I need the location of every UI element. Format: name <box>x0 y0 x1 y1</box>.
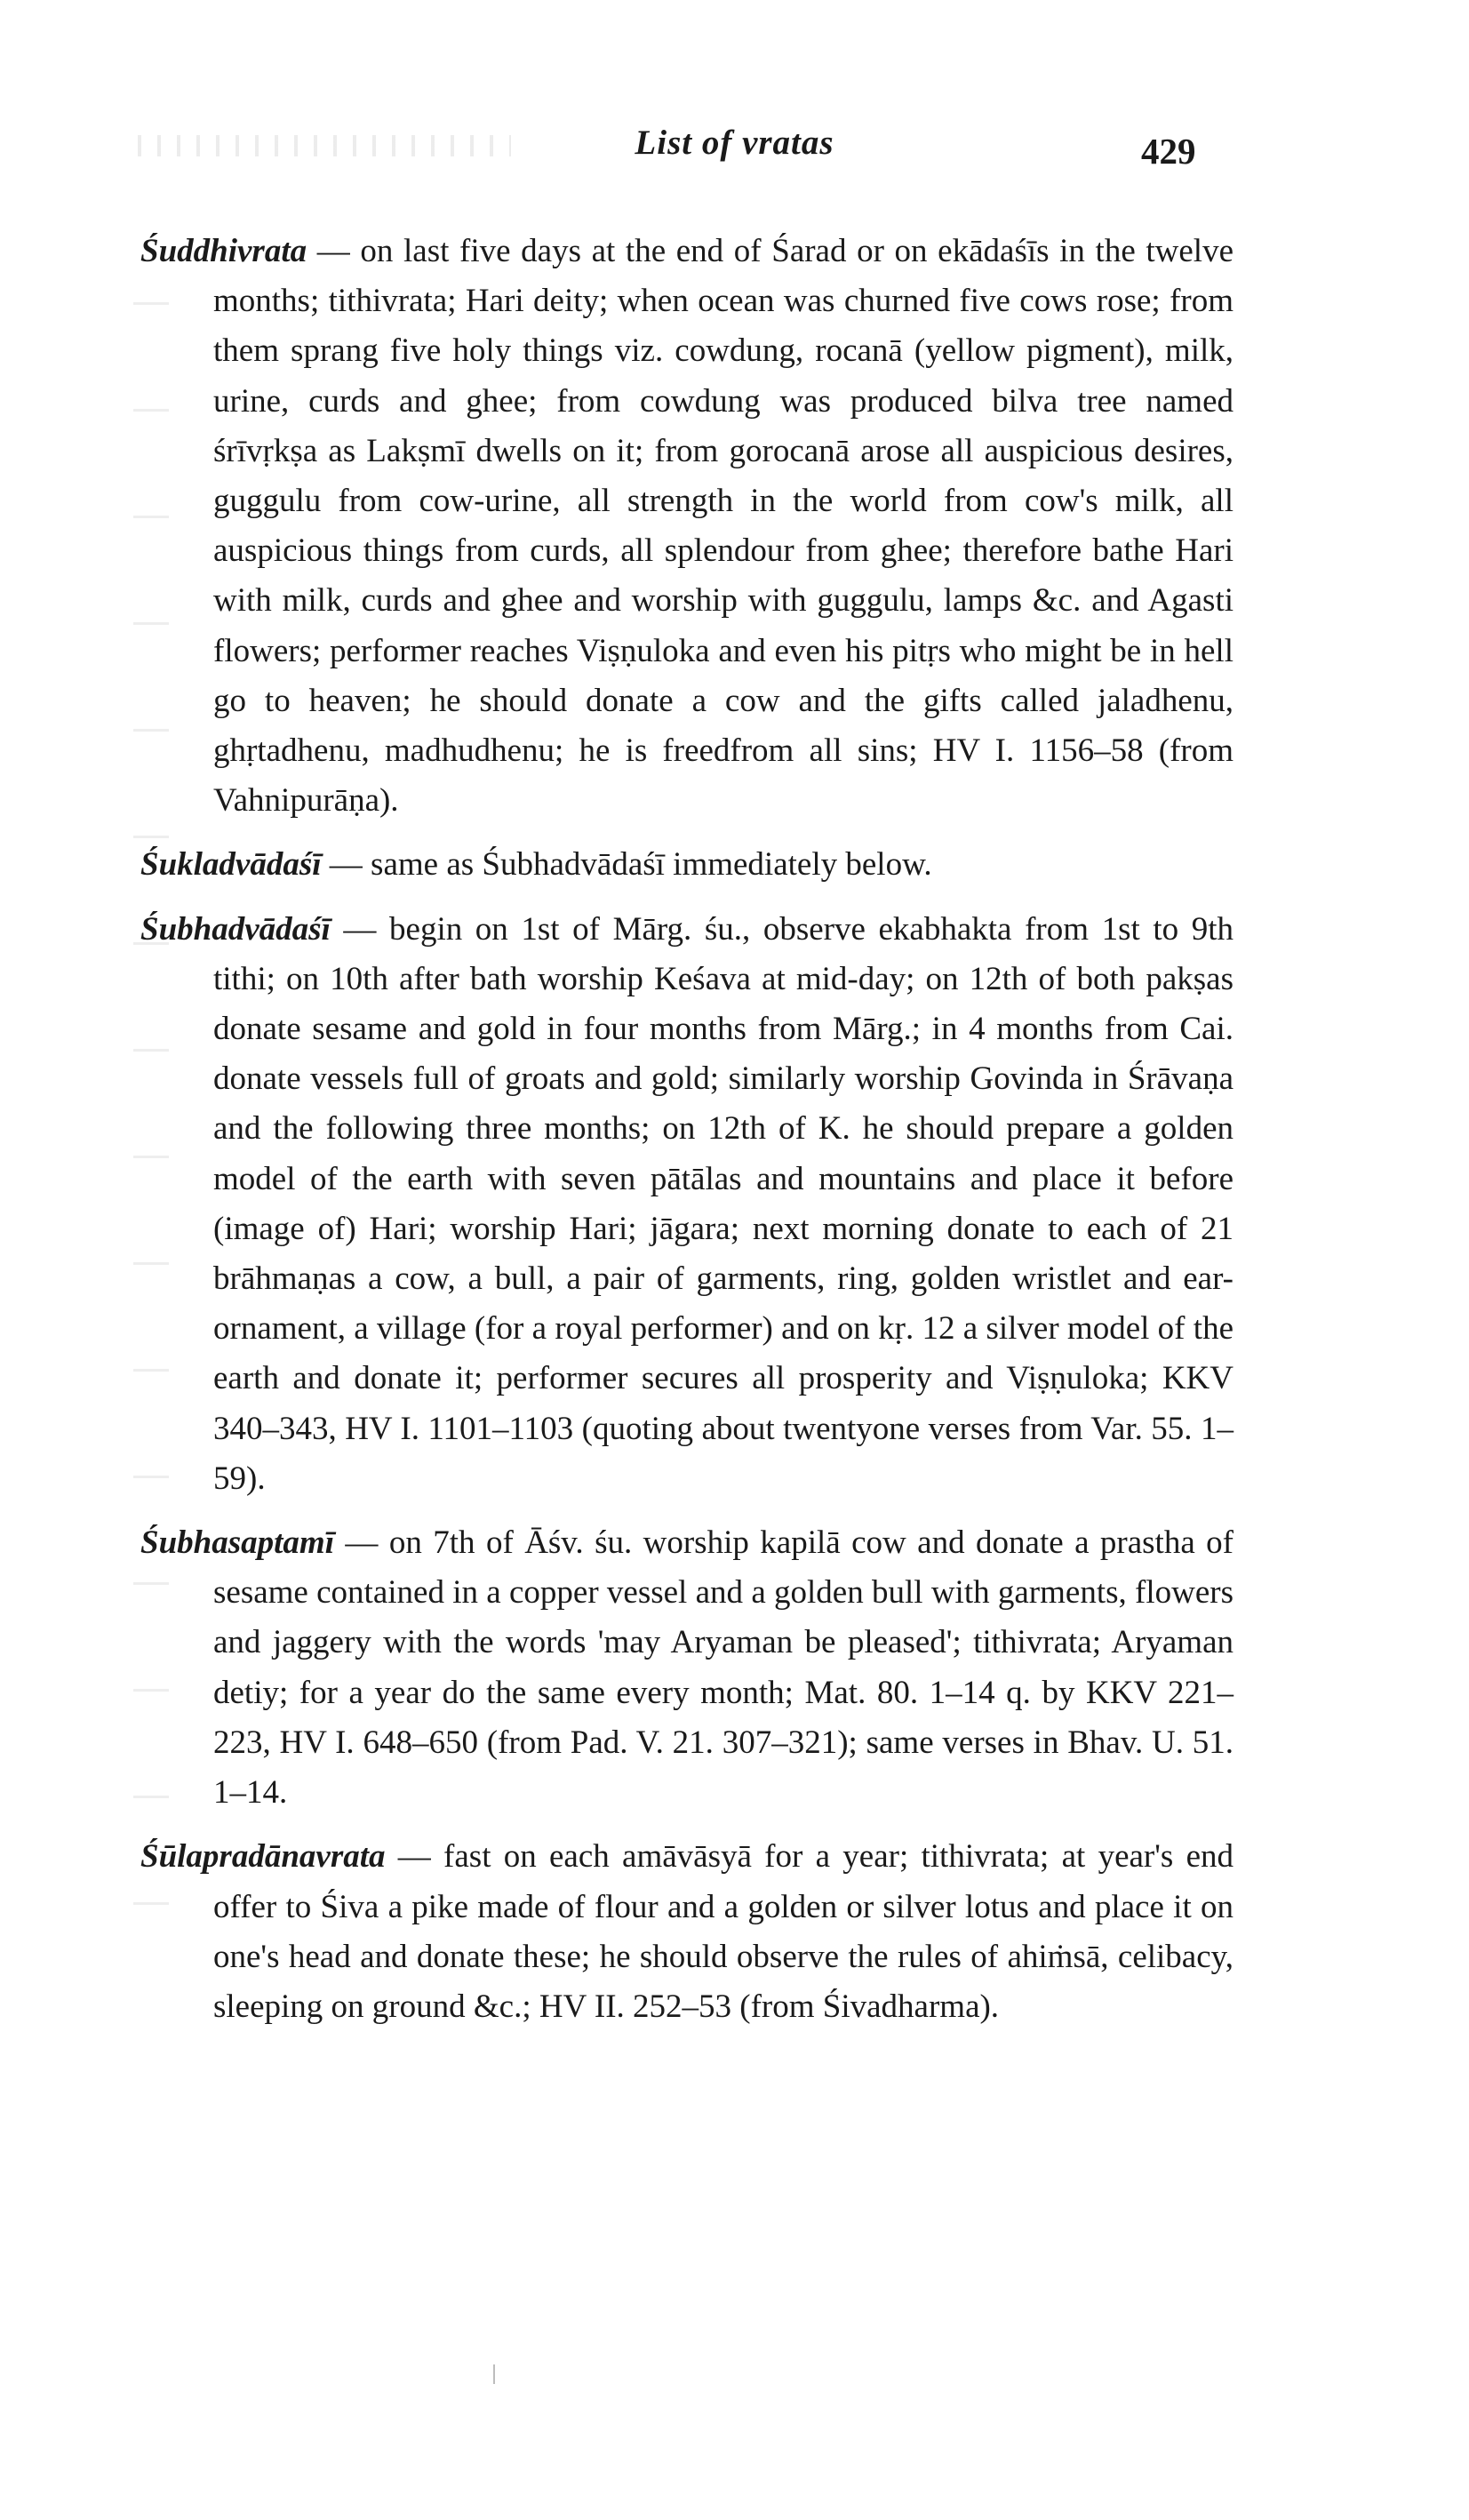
entry-suddhivrata <box>140 227 1233 826</box>
running-title: List of vratas <box>635 124 834 162</box>
vrata-entries <box>140 227 1233 2046</box>
entry-headword: Śubhadvādaśī <box>140 910 331 948</box>
entry-headword: Śubhasaptamī <box>140 1524 334 1562</box>
entry-headword: Śūlapradānavrata <box>140 1838 386 1876</box>
entry-text: — on last five days at the end of Śarad or on ekādaśīs in the twelve months; tithivrata; Hari deity; when ocean was churned five cows rose; from them sprang five holy things viz. cowdung, rocanā (yellow pigment), milk, urine, curds and ghee; from cowdung was produced bilva tree named śrīvṛkṣa as Lakṣmī dwells on it; from gorocanā arose all auspicious desires, guggulu from cow-urine, all strength in the world from cow's milk, all auspicious things from curds, all splendour from ghee; therefore bathe Hari with milk, curds and ghee and worship with guggulu, lamps &c. and Agasti flowers; performer reaches Viṣṇuloka and even his pitṛs who might be in hell go to heaven; he should donate a cow and the gifts called jaladhenu, ghṛtadhenu, madhudhenu; he is freedfrom all sins; HV I. 1156–58 (from Vahnipurāṇa). <box>213 233 1233 820</box>
entry-text: — fast on each amāvāsyā for a year; tithivrata; at year's end offer to Śiva a pike made of flour and a golden or silver lotus and place it on one's head and donate these; he should observe the rules of ahiṁsā, celibacy, sleeping on ground &c.; HV II. 252–53 (from Śivadharma). <box>213 1838 1233 2025</box>
entry-text: — begin on 1st of Mārg. śu., observe ekabhakta from 1st to 9th tithi; on 10th after bath worship Keśava at mid-day; on 12th of both pakṣas donate sesame and gold in four months from Mārg.; in 4 months from Cai. donate vessels full of groats and gold; similarly worship Govinda in Śrāvaṇa and the following three months; on 12th of K. he should prepare a golden model of the earth with seven pātālas and mountains and place it before (image of) Hari; worship Hari; jāgara; next morning donate to each of 21 brāhmaṇas a cow, a bull, a pair of garments, ring, golden wristlet and ear-ornament, a village (for a royal performer) and on kṛ. 12 a silver model of the earth and donate it; performer secures all prosperity and Viṣṇuloka; KKV 340–343, HV I. 1101–1103 (quoting about twentyone verses from Var. 55. 1–59). <box>213 910 1233 1497</box>
bottom-scan-mark <box>493 2364 495 2384</box>
entry-sulapradanavrata <box>140 1832 1233 2032</box>
entry-text: — on 7th of Āśv. śu. worship kapilā cow and donate a prastha of sesame contained in a copper vessel and a golden bull with garments, flowers and jaggery with the words 'may Aryaman be pleased'; tithivrata; Aryaman detiy; for a year do the same every month; Mat. 80. 1–14 q. by KKV 221–223, HV I. 648–650 (from Pad. V. 21. 307–321); same verses in Bhav. U. 51. 1–14. <box>213 1524 1233 1812</box>
entry-text: — same as Śubhadvādaśī immediately below. <box>321 846 932 884</box>
page-number: 429 <box>1141 131 1196 172</box>
entry-headword: Śukladvādaśī <box>140 846 322 884</box>
entry-subhasaptami <box>140 1518 1233 1818</box>
entry-subhadvadasi <box>140 905 1233 1504</box>
entry-sukladvadasi <box>140 840 1233 890</box>
entry-headword: Śuddhivrata <box>140 233 307 269</box>
